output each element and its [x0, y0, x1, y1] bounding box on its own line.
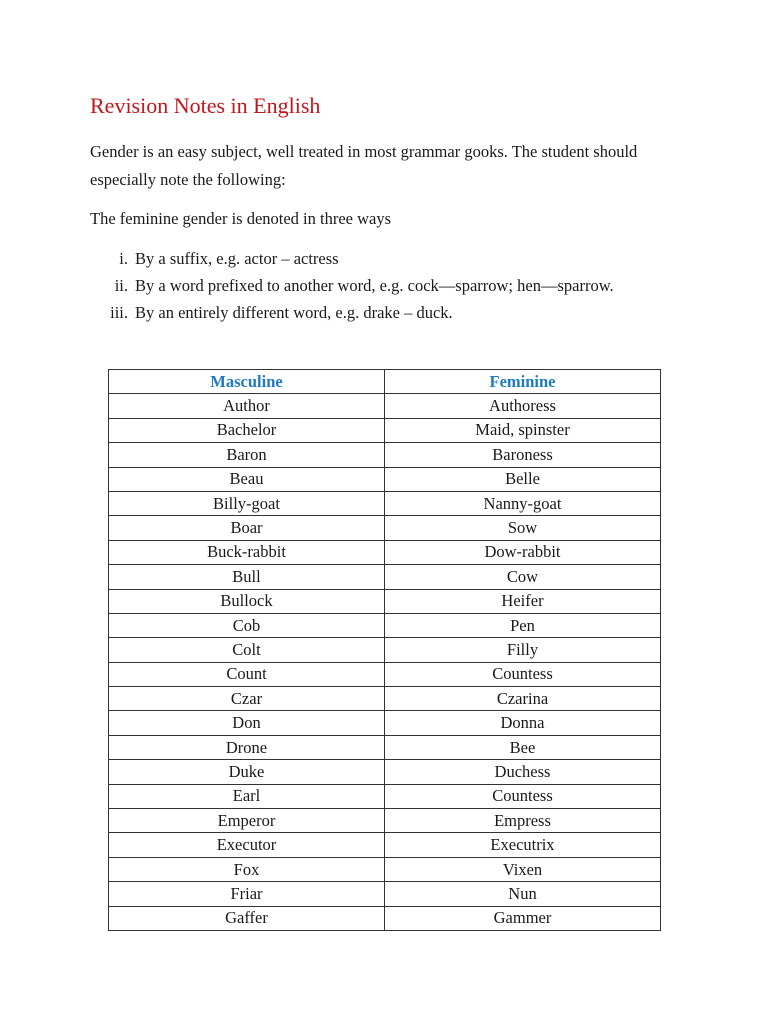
cell-masculine: Buck-rabbit — [109, 540, 385, 564]
cell-feminine: Cow — [385, 565, 661, 589]
list-item — [90, 272, 614, 299]
list-item-number: i. — [119, 249, 128, 268]
cell-feminine: Baroness — [385, 443, 661, 467]
list-item-text: By a word prefixed to another word, e.g. cock—sparrow; hen—sparrow. — [135, 276, 614, 295]
list-item — [90, 245, 614, 272]
cell-masculine: Friar — [109, 882, 385, 906]
table-row — [109, 540, 661, 564]
table-row — [109, 687, 661, 711]
cell-masculine: Author — [109, 394, 385, 418]
list-item-number: ii. — [114, 276, 128, 295]
lead-paragraph: The feminine gender is denoted in three ways — [90, 209, 392, 228]
cell-masculine: Drone — [109, 735, 385, 759]
table-row — [109, 662, 661, 686]
table-row — [109, 809, 661, 833]
page-title: Revision Notes in English — [90, 93, 321, 118]
cell-masculine: Bullock — [109, 589, 385, 613]
list-item — [90, 299, 614, 326]
cell-masculine: Colt — [109, 638, 385, 662]
cell-feminine: Countess — [385, 784, 661, 808]
list-item-text: By a suffix, e.g. actor – actress — [135, 249, 339, 268]
list-item-number: iii. — [110, 303, 128, 322]
table-row — [109, 516, 661, 540]
intro-paragraph: Gender is an easy subject, well treated in most grammar gooks. The student should especially note the following: — [90, 142, 638, 189]
table-row — [109, 760, 661, 784]
table-row — [109, 565, 661, 589]
cell-feminine: Authoress — [385, 394, 661, 418]
cell-feminine: Filly — [385, 638, 661, 662]
table-row — [109, 833, 661, 857]
table-row — [109, 857, 661, 881]
table-header-row — [109, 370, 661, 394]
table-row — [109, 613, 661, 637]
cell-feminine: Maid, spinster — [385, 418, 661, 442]
cell-masculine: Bachelor — [109, 418, 385, 442]
cell-masculine: Fox — [109, 857, 385, 881]
cell-feminine: Nanny-goat — [385, 491, 661, 515]
cell-masculine: Cob — [109, 613, 385, 637]
table-row — [109, 394, 661, 418]
cell-feminine: Duchess — [385, 760, 661, 784]
gender-table — [108, 369, 661, 931]
cell-masculine: Gaffer — [109, 906, 385, 930]
cell-feminine: Nun — [385, 882, 661, 906]
table-row — [109, 491, 661, 515]
cell-feminine: Pen — [385, 613, 661, 637]
cell-feminine: Czarina — [385, 687, 661, 711]
table-row — [109, 882, 661, 906]
cell-masculine: Baron — [109, 443, 385, 467]
cell-masculine: Bull — [109, 565, 385, 589]
cell-feminine: Executrix — [385, 833, 661, 857]
cell-feminine: Countess — [385, 662, 661, 686]
cell-feminine: Gammer — [385, 906, 661, 930]
cell-masculine: Count — [109, 662, 385, 686]
table-row — [109, 418, 661, 442]
column-header-masculine: Masculine — [109, 370, 385, 394]
table-row — [109, 589, 661, 613]
cell-feminine: Belle — [385, 467, 661, 491]
cell-masculine: Boar — [109, 516, 385, 540]
cell-feminine: Bee — [385, 735, 661, 759]
cell-masculine: Emperor — [109, 809, 385, 833]
cell-feminine: Sow — [385, 516, 661, 540]
cell-masculine: Duke — [109, 760, 385, 784]
table-row — [109, 443, 661, 467]
cell-masculine: Billy-goat — [109, 491, 385, 515]
cell-feminine: Empress — [385, 809, 661, 833]
cell-masculine: Earl — [109, 784, 385, 808]
table-body — [109, 394, 661, 931]
cell-feminine: Vixen — [385, 857, 661, 881]
cell-feminine: Dow-rabbit — [385, 540, 661, 564]
cell-masculine: Czar — [109, 687, 385, 711]
table-row — [109, 638, 661, 662]
column-header-feminine: Feminine — [385, 370, 661, 394]
cell-masculine: Beau — [109, 467, 385, 491]
table-row — [109, 711, 661, 735]
cell-feminine: Donna — [385, 711, 661, 735]
table-row — [109, 735, 661, 759]
table-row — [109, 467, 661, 491]
ways-list — [90, 245, 614, 326]
table-row — [109, 906, 661, 930]
cell-masculine: Don — [109, 711, 385, 735]
cell-masculine: Executor — [109, 833, 385, 857]
list-item-text: By an entirely different word, e.g. drake – duck. — [135, 303, 453, 322]
cell-feminine: Heifer — [385, 589, 661, 613]
table-row — [109, 784, 661, 808]
